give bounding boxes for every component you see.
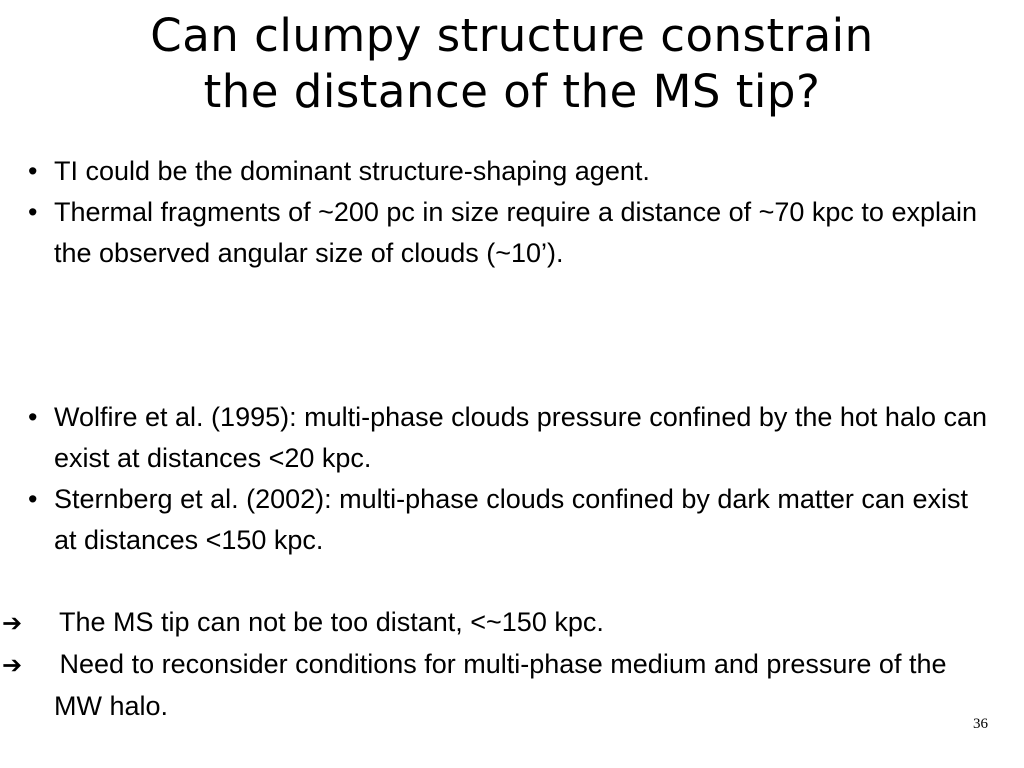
bullet-list-1 — [28, 151, 988, 274]
bullet-item — [28, 151, 988, 192]
bullet-icon: • — [28, 197, 38, 227]
bullet-icon: • — [28, 484, 38, 514]
bullet-icon: • — [28, 402, 38, 432]
title-line-2: the distance of the MS tip? — [203, 65, 821, 118]
bullet-icon: • — [28, 156, 38, 186]
conclusion-item — [2, 644, 988, 727]
bullet-item — [28, 192, 988, 274]
bullet-text: Sternberg et al. (2002): multi-phase clouds confined by dark matter can exist at distances <150 kpc. — [54, 484, 968, 555]
slide-title — [40, 8, 984, 120]
bullet-text: TI could be the dominant structure-shaping agent. — [54, 156, 650, 186]
title-line-1: Can clumpy structure constrain — [150, 9, 874, 62]
bullet-text: Wolfire et al. (1995): multi-phase clouds pressure confined by the hot halo can exist at distances <20 kpc. — [54, 402, 988, 473]
bullet-item — [28, 479, 988, 561]
conclusion-text: Need to reconsider conditions for multi-phase medium and pressure of the MW halo. — [54, 649, 947, 721]
bullet-list-2 — [28, 397, 988, 561]
bullet-item — [28, 397, 988, 479]
conclusion-item — [2, 602, 988, 644]
bullet-text: Thermal fragments of ~200 pc in size require a distance of ~70 kpc to explain the observed angular size of clouds (~10’). — [54, 197, 978, 268]
conclusion-list — [2, 602, 988, 727]
conclusion-text: The MS tip can not be too distant, <~150 kpc. — [59, 607, 604, 637]
slide-number: 36 — [973, 716, 988, 732]
right-arrow-icon: ➔ — [2, 652, 23, 679]
right-arrow-icon: ➔ — [2, 610, 23, 637]
